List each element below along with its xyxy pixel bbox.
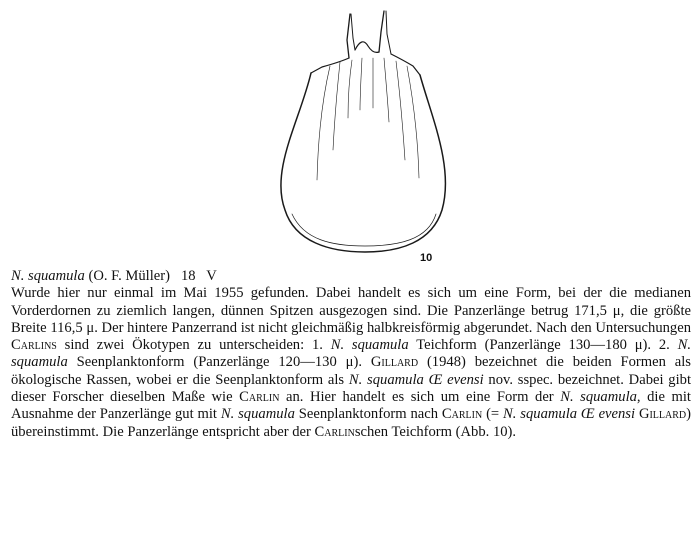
author-name: Gillard: [370, 354, 419, 371]
entry-number: 18: [180, 268, 196, 284]
figure-number-label: 10: [420, 252, 433, 264]
body-text: , die mit Ausnahme der Panzerlänge gut mit: [11, 389, 691, 423]
entry-body-paragraph: [11, 285, 691, 441]
body-text: (=: [482, 406, 504, 423]
body-text: Seenplanktonform nach: [294, 406, 442, 423]
body-text: Wurde hier nur einmal im Mai 1955 gefunden. Dabei handelt es sich um eine Form, bei der die medianen Vorderdornen zu ziemlich langen, dünnen Spitzen ausgezogen sind. Die Panzerlänge betrug 171,5 μ, die größte Breite 116,5 μ. Der hintere Panzerrand ist nicht gleichmäßig halbkreisförmig abgerundet. Nach den Untersuchungen: [11, 285, 691, 336]
species-name: N. squamula Œ evensi: [503, 406, 636, 423]
body-text: Seenplanktonform (Panzerlänge 120—130 μ).: [67, 354, 371, 371]
species-entry: [11, 268, 691, 441]
author-name: Carlins: [11, 337, 57, 354]
author-name: Carlin: [239, 389, 280, 406]
species-name: N. squamula: [560, 389, 637, 406]
species-name: N. squamula: [330, 337, 409, 354]
author-name: Gillard: [638, 406, 687, 423]
body-text: schen Teichform (Abb. 10).: [354, 423, 517, 440]
body-text: ) übereinstimmt. Die Panzerlänge entspricht aber der: [11, 406, 692, 440]
body-text: an. Hier handelt es sich um eine Form der: [279, 389, 561, 406]
species-name: N. squamula: [220, 406, 295, 423]
author-name: Carlin: [314, 423, 355, 440]
body-text: (1948) bezeichnet die beiden Formen als ökologische Rassen, wobei er die Seenplanktonform als: [11, 354, 691, 388]
body-text: Teichform (Panzerlänge 130—180 μ). 2.: [408, 337, 678, 354]
species-name: N. squamula Œ evensi: [348, 371, 484, 388]
species-name: N. squamula: [11, 268, 85, 284]
species-name: N. squamula: [11, 337, 691, 371]
entry-heading: [11, 268, 691, 285]
author-name: Carlin: [441, 406, 483, 423]
body-text: sind zwei Ökotypen zu unterscheiden: 1.: [56, 337, 331, 354]
entry-mark: V: [206, 268, 217, 284]
species-author: (O. F. Müller): [88, 268, 170, 284]
body-text: nov. sspec. bezeichnet. Dabei gibt dieser Forscher dieselben Maße wie: [11, 371, 692, 406]
